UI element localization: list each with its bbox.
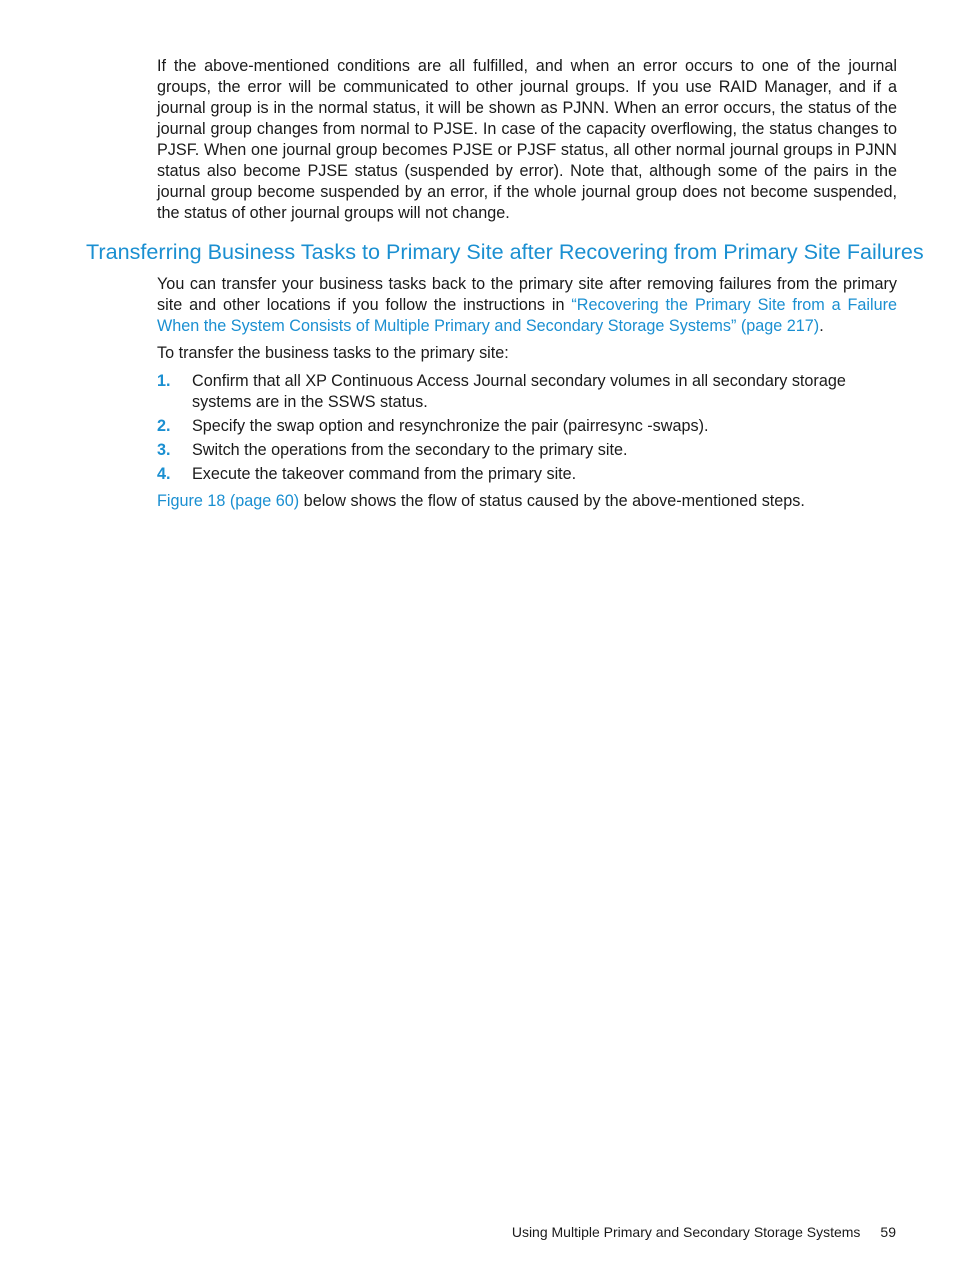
figure-reference-paragraph [157,491,897,512]
step-text: Confirm that all XP Continuous Access Journal secondary volumes in all secondary storage systems are in the SSWS status. [192,372,846,411]
figure-18-link[interactable]: Figure 18 (page 60) [157,492,300,510]
step-number: 3. [157,441,171,459]
step-number: 2. [157,417,171,435]
step-number: 4. [157,465,171,483]
step-number: 1. [157,372,171,390]
page-number: 59 [880,1224,896,1240]
section-heading: Transferring Business Tasks to Primary Site after Recovering from Primary Site Failures [86,239,924,264]
list-item-step-1 [157,371,897,413]
step-text: Switch the operations from the secondary to the primary site. [192,441,628,459]
list-item-step-4 [157,464,897,485]
transfer-paragraph-suffix: . [819,317,824,335]
steps-intro: To transfer the business tasks to the primary site: [157,344,509,362]
recovering-primary-site-link[interactable]: “Recovering the Primary Site from a Failure When the System Consists of Multiple Primary and Secondary Storage Systems” (page 217) [157,296,897,335]
step-text: Specify the swap option and resynchronize the pair (pairresync -swaps). [192,417,709,435]
page-footer [400,1222,896,1242]
list-item-step-2 [157,416,897,437]
step-text: Execute the takeover command from the primary site. [192,465,577,483]
transfer-paragraph-prefix: You can transfer your business tasks back to the primary site after removing failures from the primary site and other locations if you follow the instructions in [157,275,897,314]
figure-reference-text: below shows the flow of status caused by the above-mentioned steps. [299,492,805,510]
intro-paragraph: If the above-mentioned conditions are all fulfilled, and when an error occurs to one of the journal groups, the error will be communicated to other journal groups. If you use RAID Manager, and if a journal group is in the normal status, it will be shown as PJNN. When an error occurs, the status of the journal group changes from normal to PJSE. In case of the capacity overflowing, the status changes to PJSF. When one journal group becomes PJSE or PJSF status, all other normal journal groups in PJNN status also become PJSE status (suspended by error). Note that, although some of the pairs in the journal group become suspended by an error, if the whole journal group does not become suspended, the status of other journal groups will not change. [157,57,897,222]
transfer-paragraph [157,274,897,337]
footer-title: Using Multiple Primary and Secondary Storage Systems [511,1224,861,1240]
list-item-step-3 [157,440,897,461]
steps-list [157,371,897,488]
